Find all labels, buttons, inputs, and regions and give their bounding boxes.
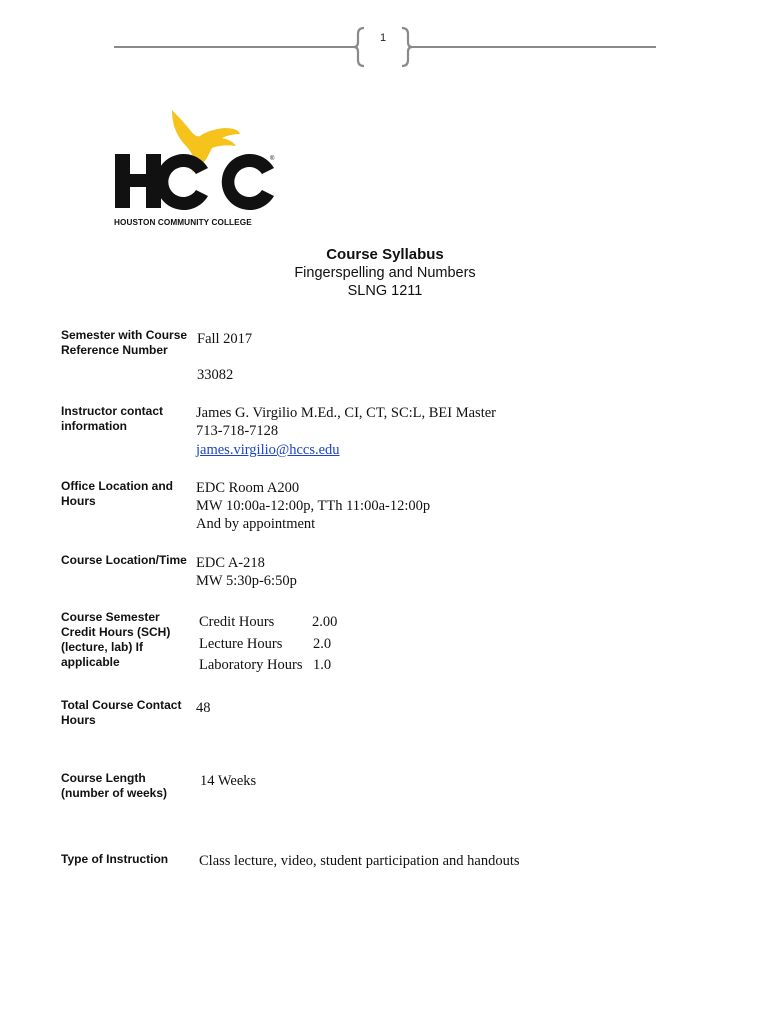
svg-text:®: ® — [270, 156, 275, 162]
contact-hours-label: Total Course Contact Hours — [61, 698, 182, 727]
header-rule-left — [114, 46, 356, 48]
lab-hours-name: Laboratory Hours — [199, 657, 303, 673]
office-hours: MW 10:00a-12:00p, TTh 11:00a-12:00p — [196, 498, 431, 514]
lecture-hours-value: 2.0 — [313, 636, 332, 652]
office-note: And by appointment — [196, 516, 316, 532]
office-label: Office Location and Hours — [61, 479, 174, 508]
instructor-email-link[interactable]: james.virgilio@hccs.edu — [196, 442, 340, 458]
semester-label: Semester with Course Reference Number — [61, 328, 188, 357]
syllabus-title: Course Syllabus — [326, 246, 444, 263]
semester-term: Fall 2017 — [197, 331, 253, 347]
instructor-label: Instructor contact information — [61, 404, 164, 433]
course-length-label: Course Length (number of weeks) — [61, 771, 168, 800]
college-name: HOUSTON COMMUNITY COLLEGE — [114, 218, 252, 227]
instruction-type-label: Type of Instruction — [61, 852, 169, 866]
course-time: MW 5:30p-6:50p — [196, 573, 297, 589]
instructor-name: James G. Virgilio M.Ed., CI, CT, SC:L, BEI Master — [196, 405, 496, 421]
credit-hours-label: Course Semester Credit Hours (SCH) (lecture, lab) If applicable — [61, 610, 171, 669]
course-location-label: Course Location/Time — [61, 553, 187, 567]
header-rule-right — [412, 46, 656, 48]
semester-crn: 33082 — [197, 367, 234, 383]
office-room: EDC Room A200 — [196, 480, 300, 496]
credit-hours-name: Credit Hours — [199, 614, 275, 630]
course-name: Fingerspelling and Numbers — [294, 265, 476, 281]
lab-hours-value: 1.0 — [313, 657, 332, 673]
instruction-type-value: Class lecture, video, student participation and handouts — [199, 853, 520, 869]
credit-hours-value: 2.00 — [312, 614, 338, 630]
instructor-phone: 713-718-7128 — [196, 423, 279, 439]
page-number: 1 — [379, 32, 387, 44]
hcc-logo — [112, 108, 280, 232]
course-code: SLNG 1211 — [347, 283, 423, 299]
course-room: EDC A-218 — [196, 555, 265, 571]
course-length-value: 14 Weeks — [200, 773, 257, 789]
contact-hours-value: 48 — [196, 700, 211, 716]
lecture-hours-name: Lecture Hours — [199, 636, 283, 652]
